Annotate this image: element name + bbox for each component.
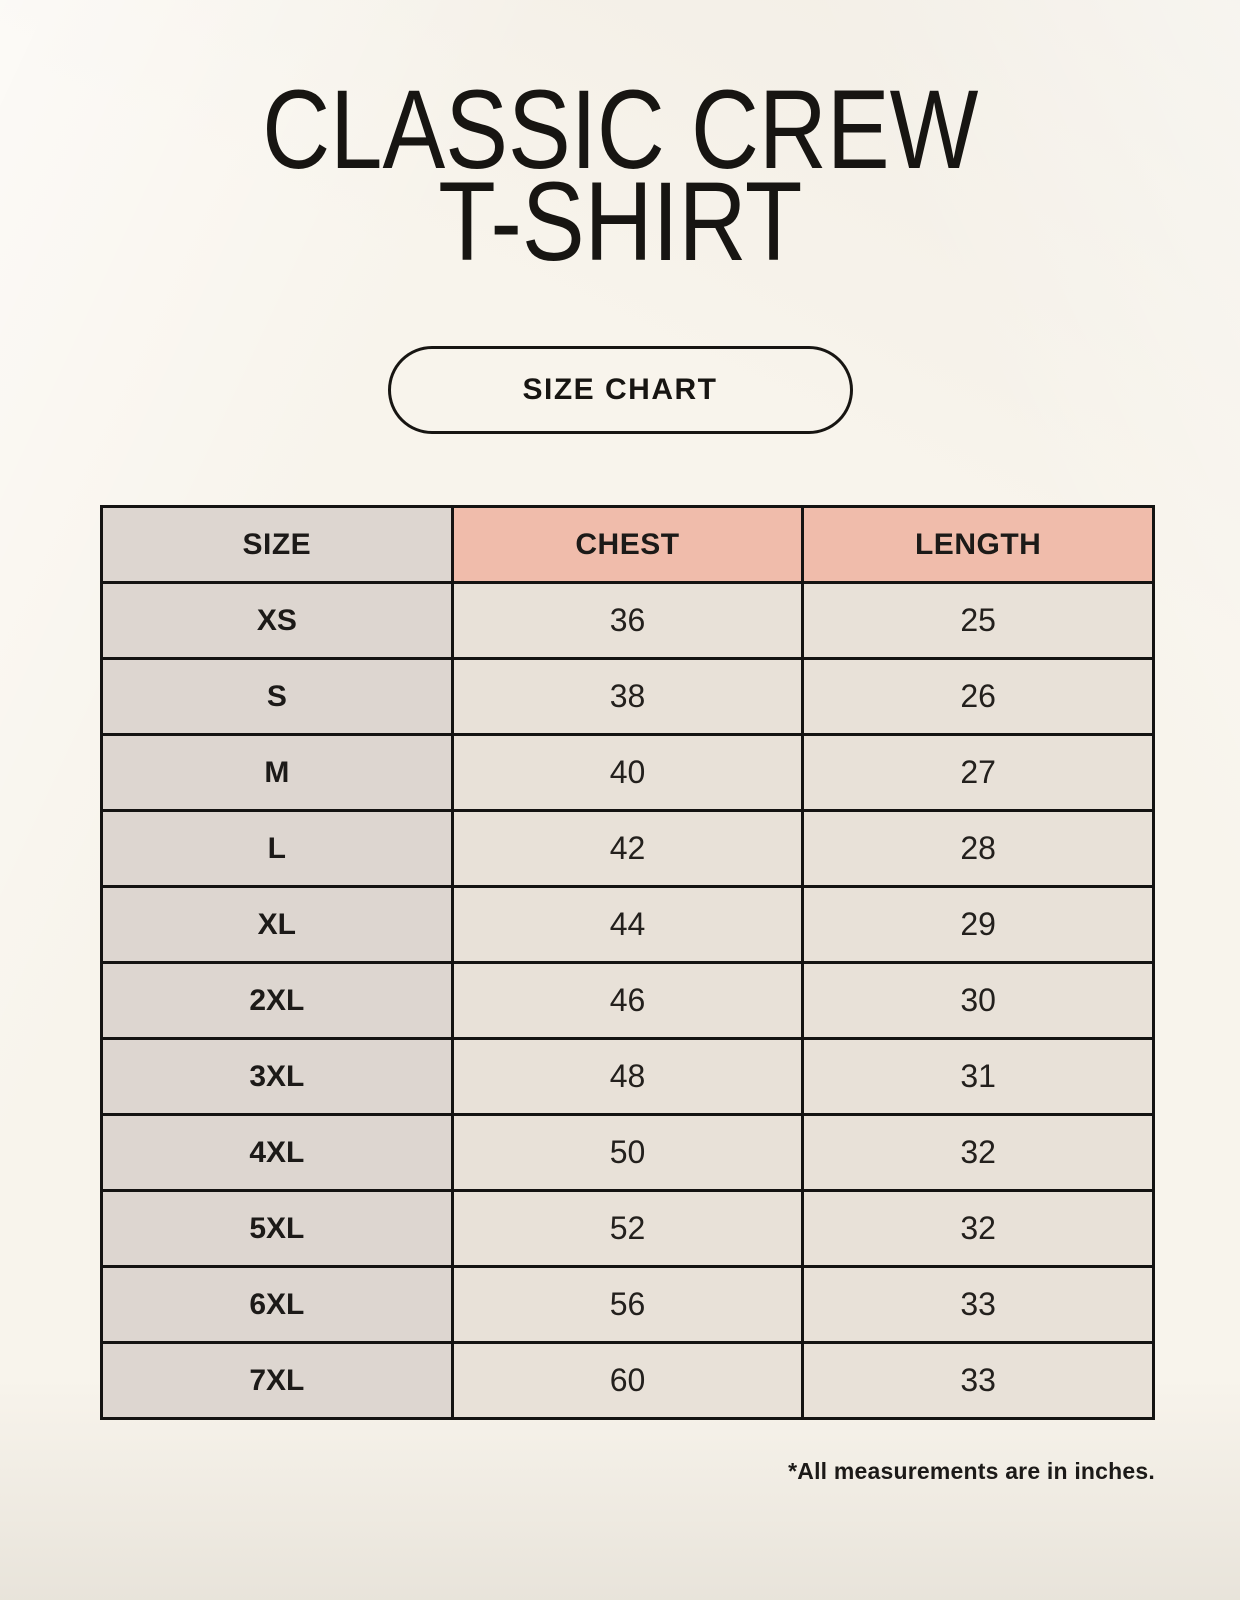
column-header-size: SIZE <box>102 507 453 583</box>
size-cell: 2XL <box>102 963 453 1039</box>
chest-cell: 50 <box>452 1115 803 1191</box>
length-cell: 29 <box>803 887 1154 963</box>
page-title <box>0 67 1240 284</box>
size-cell: XS <box>102 583 453 659</box>
size-chart-table-container <box>100 505 1155 1420</box>
size-chart-table <box>100 505 1155 1420</box>
chest-cell: 60 <box>452 1343 803 1419</box>
table-row <box>102 659 1154 735</box>
table-row <box>102 1039 1154 1115</box>
length-cell: 28 <box>803 811 1154 887</box>
table-row <box>102 963 1154 1039</box>
chest-cell: 48 <box>452 1039 803 1115</box>
size-chart-button-row <box>0 346 1240 434</box>
table-row <box>102 1267 1154 1343</box>
size-cell: XL <box>102 887 453 963</box>
chest-cell: 56 <box>452 1267 803 1343</box>
table-row <box>102 583 1154 659</box>
column-header-chest: CHEST <box>452 507 803 583</box>
chest-cell: 38 <box>452 659 803 735</box>
size-cell: M <box>102 735 453 811</box>
size-chart-button[interactable]: SIZE CHART <box>388 346 853 434</box>
chest-cell: 40 <box>452 735 803 811</box>
length-cell: 30 <box>803 963 1154 1039</box>
size-cell: L <box>102 811 453 887</box>
table-row <box>102 1115 1154 1191</box>
measurements-footnote: *All measurements are in inches. <box>788 1458 1155 1484</box>
table-row <box>102 735 1154 811</box>
table-row <box>102 887 1154 963</box>
page-title-line-1: CLASSIC CREW <box>261 67 979 192</box>
chest-cell: 36 <box>452 583 803 659</box>
length-cell: 26 <box>803 659 1154 735</box>
length-cell: 32 <box>803 1115 1154 1191</box>
size-cell: S <box>102 659 453 735</box>
page-title-line-2: T-SHIRT <box>437 158 803 284</box>
length-cell: 32 <box>803 1191 1154 1267</box>
length-cell: 31 <box>803 1039 1154 1115</box>
table-row <box>102 1191 1154 1267</box>
chest-cell: 44 <box>452 887 803 963</box>
size-cell: 7XL <box>102 1343 453 1419</box>
size-cell: 6XL <box>102 1267 453 1343</box>
length-cell: 27 <box>803 735 1154 811</box>
column-header-length: LENGTH <box>803 507 1154 583</box>
table-header-row <box>102 507 1154 583</box>
length-cell: 33 <box>803 1343 1154 1419</box>
size-cell: 5XL <box>102 1191 453 1267</box>
size-cell: 4XL <box>102 1115 453 1191</box>
size-cell: 3XL <box>102 1039 453 1115</box>
chest-cell: 42 <box>452 811 803 887</box>
chest-cell: 52 <box>452 1191 803 1267</box>
length-cell: 25 <box>803 583 1154 659</box>
table-row <box>102 811 1154 887</box>
table-row <box>102 1343 1154 1419</box>
length-cell: 33 <box>803 1267 1154 1343</box>
chest-cell: 46 <box>452 963 803 1039</box>
